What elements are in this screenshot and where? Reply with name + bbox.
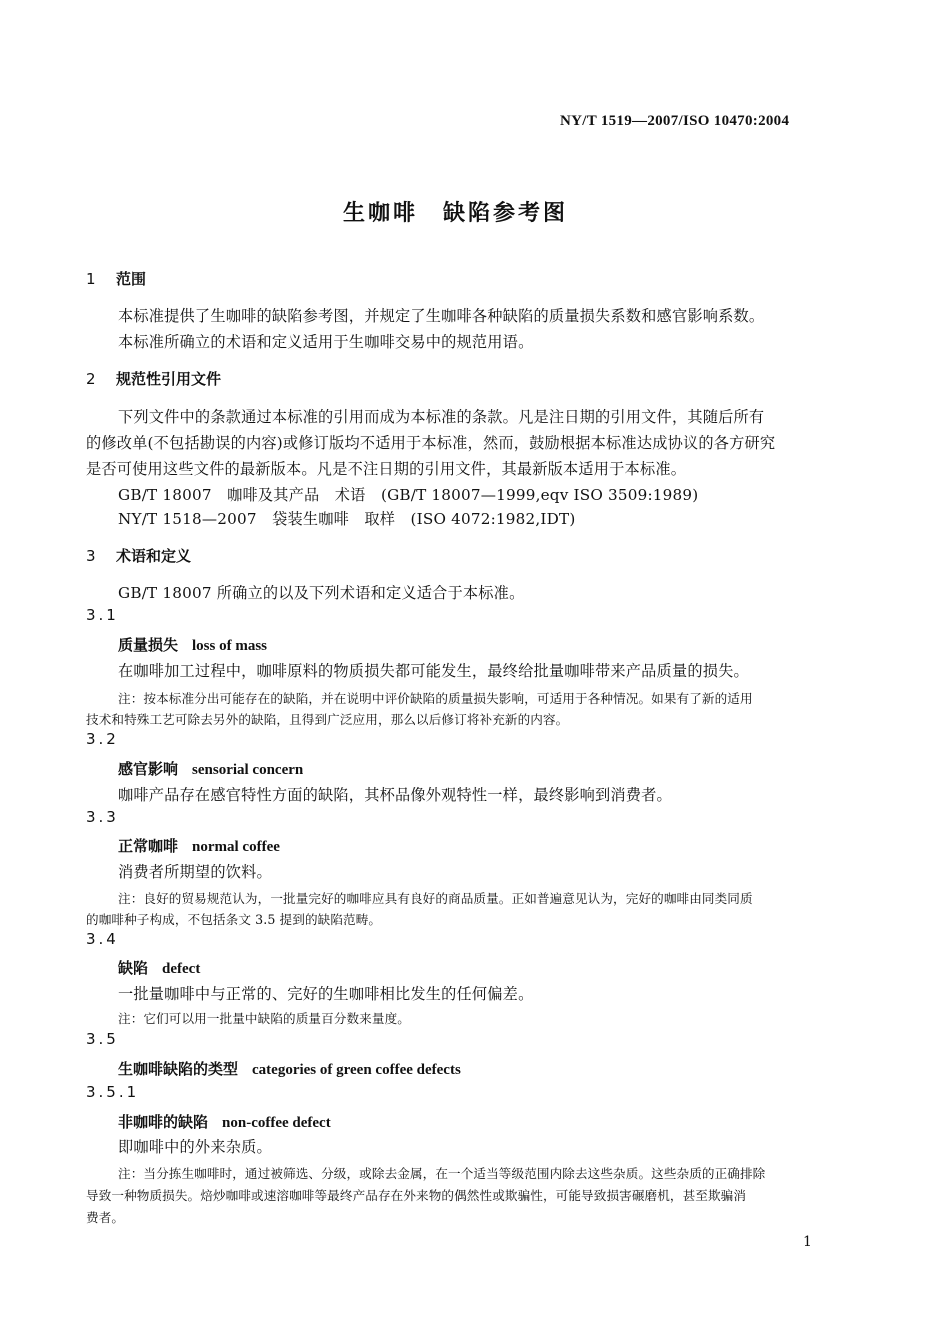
section-number: 3	[86, 547, 96, 565]
clause-number-3-4: 3.4	[86, 930, 119, 948]
normative-reference-1: GB/T 18007 咖啡及其产品 术语 (GB/T 18007—1999,eqv ISO 3509:1989)	[118, 486, 699, 504]
term-3-4	[118, 957, 200, 978]
term-en: sensorial concern	[192, 762, 304, 778]
section-number: 2	[86, 370, 96, 388]
definition-3-4: 一批量咖啡中与正常的、完好的生咖啡相比发生的任何偏差。	[118, 985, 534, 1003]
note-3-5-1-line-2: 导致一种物质损失。焙炒咖啡或速溶咖啡等最终产品存在外来物的偶然性或欺骗性，可能导致损害碾磨机，甚至欺骗消	[86, 1188, 747, 1203]
note-3-3-line-1: 注：良好的贸易规范认为，一批量完好的咖啡应具有良好的商品质量。正如普遍意见认为，完好的咖啡由同类同质	[118, 891, 753, 906]
term-en: non-coffee defect	[222, 1115, 331, 1131]
note-3-4-line-1: 注：它们可以用一批量中缺陷的质量百分数来量度。	[118, 1011, 410, 1026]
term-3-2	[118, 758, 303, 779]
term-en: defect	[162, 961, 201, 977]
term-3-5	[118, 1058, 461, 1079]
term-zh: 生咖啡缺陷的类型	[118, 1060, 239, 1078]
section-3-heading	[86, 545, 191, 566]
section-2-para-line-3: 是否可使用这些文件的最新版本。凡是不注日期的引用文件，其最新版本适用于本标准。	[86, 460, 687, 478]
term-zh: 感官影响	[118, 760, 179, 778]
term-3-3	[118, 835, 280, 856]
term-en: categories of green coffee defects	[252, 1062, 461, 1078]
definition-3-1: 在咖啡加工过程中，咖啡原料的物质损失都可能发生，最终给批量咖啡带来产品质量的损失。	[118, 662, 749, 680]
term-3-1	[118, 634, 267, 655]
clause-number-3-1: 3.1	[86, 606, 119, 624]
clause-number-3-3: 3.3	[86, 808, 119, 826]
page-number: 1	[803, 1234, 812, 1250]
clause-number-3-2: 3.2	[86, 730, 119, 748]
definition-3-3: 消费者所期望的饮料。	[118, 863, 272, 881]
term-zh: 正常咖啡	[118, 837, 179, 855]
section-title: 术语和定义	[116, 547, 192, 565]
term-en: normal coffee	[192, 839, 280, 855]
definition-3-2: 咖啡产品存在感官特性方面的缺陷，其杯品像外观特性一样，最终影响到消费者。	[118, 786, 672, 804]
term-3-5-1	[118, 1111, 331, 1132]
term-zh: 非咖啡的缺陷	[118, 1113, 209, 1131]
section-1-para-2: 本标准所确立的术语和定义适用于生咖啡交易中的规范用语。	[118, 333, 534, 351]
section-1-heading	[86, 268, 146, 289]
section-1-para-1: 本标准提供了生咖啡的缺陷参考图，并规定了生咖啡各种缺陷的质量损失系数和感官影响系数。	[118, 307, 765, 325]
clause-number-3-5-1: 3.5.1	[86, 1083, 140, 1101]
section-2-para-line-2: 的修改单(不包括勘误的内容)或修订版均不适用于本标准，然而，鼓励根据本标准达成协议的各方研究	[86, 434, 776, 452]
note-3-5-1-line-3: 费者。	[86, 1210, 125, 1225]
section-title: 范围	[116, 270, 147, 288]
section-number: 1	[86, 270, 96, 288]
note-3-1-line-1: 注：按本标准分出可能存在的缺陷，并在说明中评价缺陷的质量损失影响，可适用于各种情况。如果有了新的适用	[118, 691, 753, 706]
definition-3-5-1: 即咖啡中的外来杂质。	[118, 1138, 272, 1156]
section-title: 规范性引用文件	[116, 370, 222, 388]
normative-reference-2: NY/T 1518—2007 袋装生咖啡 取样 (ISO 4072:1982,IDT)	[118, 510, 576, 528]
clause-number-3-5: 3.5	[86, 1030, 119, 1048]
term-zh: 质量损失	[118, 636, 179, 654]
term-zh: 缺陷	[118, 959, 149, 977]
note-3-3-line-2: 的咖啡种子构成，不包括条文 3.5 提到的缺陷范畴。	[86, 912, 382, 927]
section-2-heading	[86, 368, 221, 389]
standard-code: NY/T 1519—2007/ISO 10470:2004	[560, 113, 790, 129]
section-3-intro: GB/T 18007 所确立的以及下列术语和定义适合于本标准。	[118, 584, 525, 602]
section-2-para-line-1: 下列文件中的条款通过本标准的引用而成为本标准的条款。凡是注日期的引用文件，其随后所有	[118, 408, 765, 426]
note-3-1-line-2: 技术和特殊工艺可除去另外的缺陷，且得到广泛应用，那么以后修订将补充新的内容。	[86, 712, 569, 727]
document-title: 生咖啡 缺陷参考图	[343, 201, 569, 226]
term-en: loss of mass	[192, 638, 268, 654]
note-3-5-1-line-1: 注：当分拣生咖啡时，通过被筛选、分级，或除去金属，在一个适当等级范围内除去这些杂质。这些杂质的正确排除	[118, 1166, 766, 1181]
